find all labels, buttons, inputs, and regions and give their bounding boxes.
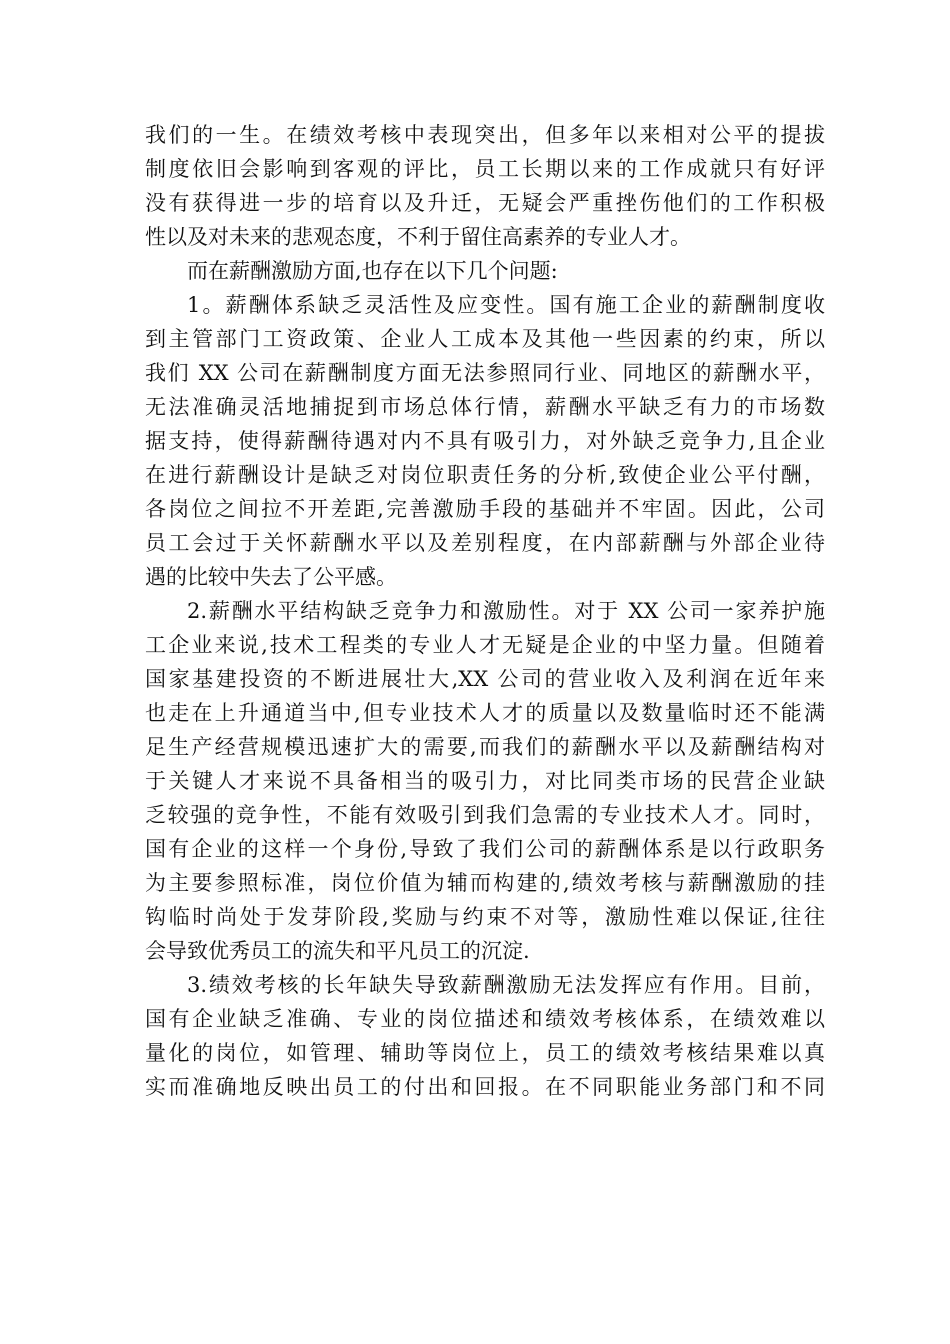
text-line: 性以及对未来的悲观态度，不利于留住高素养的专业人才。 — [145, 225, 691, 249]
text-line: 没有获得进一步的培育以及升迁，无疑会严重挫伤他们的工作积极 — [145, 191, 825, 215]
text-line: 制度依旧会影响到客观的评比，员工长期以来的工作成就只有好评 — [145, 157, 825, 181]
text-line: 到主管部门工资政策、企业人工成本及其他一些因素的约束，所以 — [145, 327, 825, 351]
text-line: 我们 XX 公司在薪酬制度方面无法参照同行业、同地区的薪酬水平， — [145, 361, 825, 385]
text-line: 据支持，使得薪酬待遇对内不具有吸引力，对外缺乏竞争力,且企业 — [145, 429, 825, 453]
text-line: 员工会过于关怀薪酬水平以及差别程度，在内部薪酬与外部企业待 — [145, 531, 825, 555]
text-line: 工企业来说,技术工程类的专业人才无疑是企业的中坚力量。但随着 — [145, 633, 825, 657]
document-body — [145, 118, 825, 1104]
text-line: 国有企业的这样一个身份,导致了我们公司的薪酬体系是以行政职务 — [145, 837, 825, 861]
text-line: 3.绩效考核的长年缺失导致薪酬激励无法发挥应有作用。目前， — [187, 973, 825, 997]
text-line: 国有企业缺乏准确、专业的岗位描述和绩效考核体系，在绩效难以 — [145, 1007, 825, 1031]
text-line: 2.薪酬水平结构缺乏竞争力和激励性。对于 XX 公司一家养护施 — [187, 599, 825, 623]
text-line: 量化的岗位，如管理、辅助等岗位上，员工的绩效考核结果难以真 — [145, 1041, 825, 1065]
text-line: 也走在上升通道当中,但专业技术人才的质量以及数量临时还不能满 — [145, 701, 825, 725]
text-line: 1。薪酬体系缺乏灵活性及应变性。国有施工企业的薪酬制度收 — [187, 293, 825, 317]
text-line: 乏较强的竞争性，不能有效吸引到我们急需的专业技术人才。同时， — [145, 803, 825, 827]
text-line: 在进行薪酬设计是缺乏对岗位职责任务的分析,致使企业公平付酬， — [145, 463, 825, 487]
text-line: 遇的比较中失去了公平感。 — [145, 565, 397, 589]
text-line: 实而准确地反映出员工的付出和回报。在不同职能业务部门和不同 — [145, 1075, 825, 1099]
text-line: 钩临时尚处于发芽阶段,奖励与约束不对等，激励性难以保证,往往 — [145, 905, 825, 929]
text-line: 会导致优秀员工的流失和平凡员工的沉淀. — [145, 939, 530, 963]
text-line: 我们的一生。在绩效考核中表现突出，但多年以来相对公平的提拔 — [145, 123, 825, 147]
text-line: 而在薪酬激励方面,也存在以下几个问题: — [187, 259, 558, 283]
text-line: 无法准确灵活地捕捉到市场总体行情，薪酬水平缺乏有力的市场数 — [145, 395, 825, 419]
text-line: 于关键人才来说不具备相当的吸引力，对比同类市场的民营企业缺 — [145, 769, 825, 793]
text-line: 足生产经营规模迅速扩大的需要,而我们的薪酬水平以及薪酬结构对 — [145, 735, 825, 759]
text-line: 各岗位之间拉不开差距,完善激励手段的基础并不牢固。因此，公司 — [145, 497, 825, 521]
text-line: 为主要参照标准，岗位价值为辅而构建的,绩效考核与薪酬激励的挂 — [145, 871, 825, 895]
text-line: 国家基建投资的不断进展壮大,XX 公司的营业收入及利润在近年来 — [145, 667, 825, 691]
